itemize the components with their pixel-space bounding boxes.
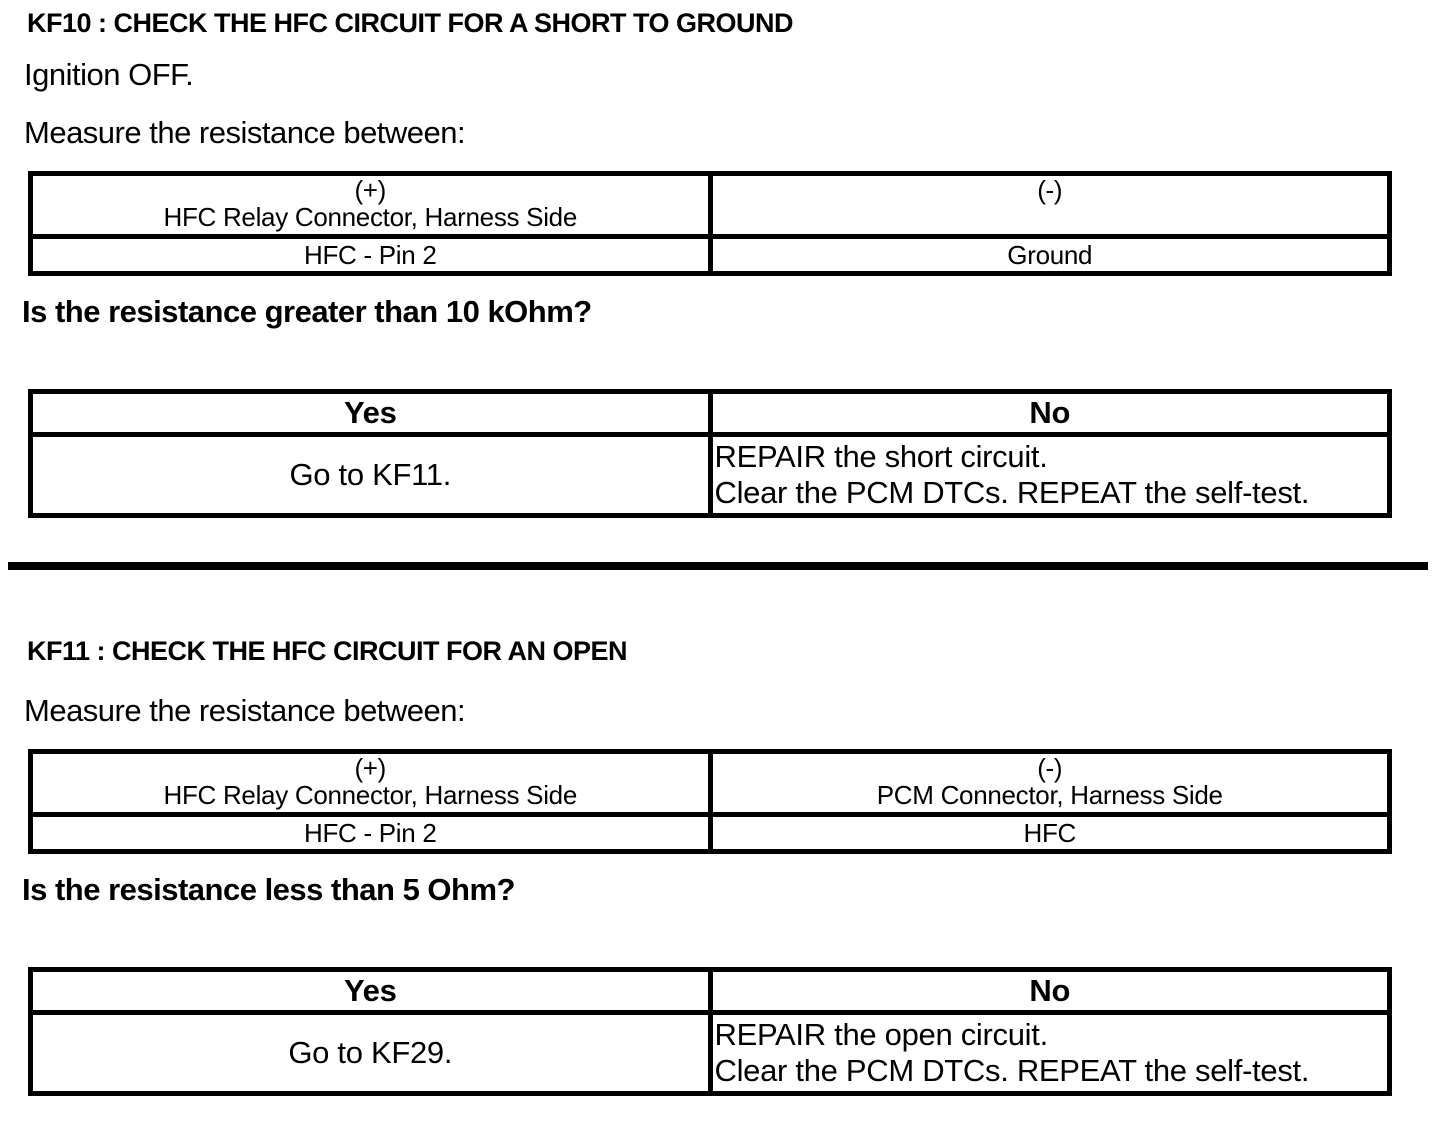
kf11-no-action-cell (710, 1013, 1390, 1094)
kf11-decision-header-row (31, 970, 1390, 1013)
kf10-question: Is the resistance greater than 10 kOhm? (22, 294, 592, 329)
kf10-negative-point-cell: Ground (710, 237, 1390, 274)
kf10-positive-header-cell (31, 174, 711, 237)
positive-connector-label: HFC Relay Connector, Harness Side (163, 202, 577, 232)
section-kf11 (0, 570, 1440, 1138)
kf10-yes-header-cell: Yes (31, 392, 711, 435)
kf10-yes-action-cell: Go to KF11. (31, 435, 711, 516)
kf10-no-action-line1: REPAIR the short circuit. (714, 439, 1048, 474)
kf11-no-action-line2: Clear the PCM DTCs. REPEAT the self-test. (714, 1053, 1310, 1088)
kf11-positive-point-cell: HFC - Pin 2 (31, 815, 711, 852)
kf10-no-action-cell (710, 435, 1390, 516)
negative-connector-label: PCM Connector, Harness Side (876, 780, 1223, 810)
kf10-decision-table (28, 389, 1392, 518)
positive-symbol: (+) (354, 753, 387, 783)
kf10-positive-point-cell: HFC - Pin 2 (31, 237, 711, 274)
kf10-measure-header-row (31, 174, 1390, 237)
kf11-yes-action-cell: Go to KF29. (31, 1013, 711, 1094)
kf10-negative-header-cell (710, 174, 1390, 237)
kf10-step-title: KF10 : CHECK THE HFC CIRCUIT FOR A SHORT TO GROUND (27, 8, 794, 38)
kf11-no-header-cell: No (710, 970, 1390, 1013)
negative-symbol: (-) (1037, 175, 1063, 205)
negative-symbol: (-) (1037, 753, 1063, 783)
kf10-no-header-cell: No (710, 392, 1390, 435)
kf11-positive-header-cell (31, 752, 711, 815)
kf11-question: Is the resistance less than 5 Ohm? (22, 872, 515, 907)
kf11-measure-points-row (31, 815, 1390, 852)
kf11-measure-header-row (31, 752, 1390, 815)
kf10-ignition-instruction: Ignition OFF. (24, 57, 194, 92)
kf10-decision-action-row (31, 435, 1390, 516)
kf10-measure-instruction: Measure the resistance between: (24, 115, 466, 150)
kf11-measure-table (28, 749, 1392, 854)
kf11-measure-instruction: Measure the resistance between: (24, 693, 466, 728)
kf11-yes-header-cell: Yes (31, 970, 711, 1013)
section-divider (8, 562, 1428, 570)
kf10-no-action-line2: Clear the PCM DTCs. REPEAT the self-test. (714, 475, 1310, 510)
positive-symbol: (+) (354, 175, 387, 205)
kf11-negative-point-cell: HFC (710, 815, 1390, 852)
kf10-measure-table (28, 171, 1392, 276)
positive-connector-label: HFC Relay Connector, Harness Side (163, 780, 577, 810)
kf11-step-title: KF11 : CHECK THE HFC CIRCUIT FOR AN OPEN (27, 636, 628, 666)
kf11-no-action-line1: REPAIR the open circuit. (714, 1017, 1048, 1052)
kf10-decision-header-row (31, 392, 1390, 435)
kf11-decision-action-row (31, 1013, 1390, 1094)
kf11-decision-table (28, 967, 1392, 1096)
kf11-negative-header-cell (710, 752, 1390, 815)
kf10-measure-points-row (31, 237, 1390, 274)
